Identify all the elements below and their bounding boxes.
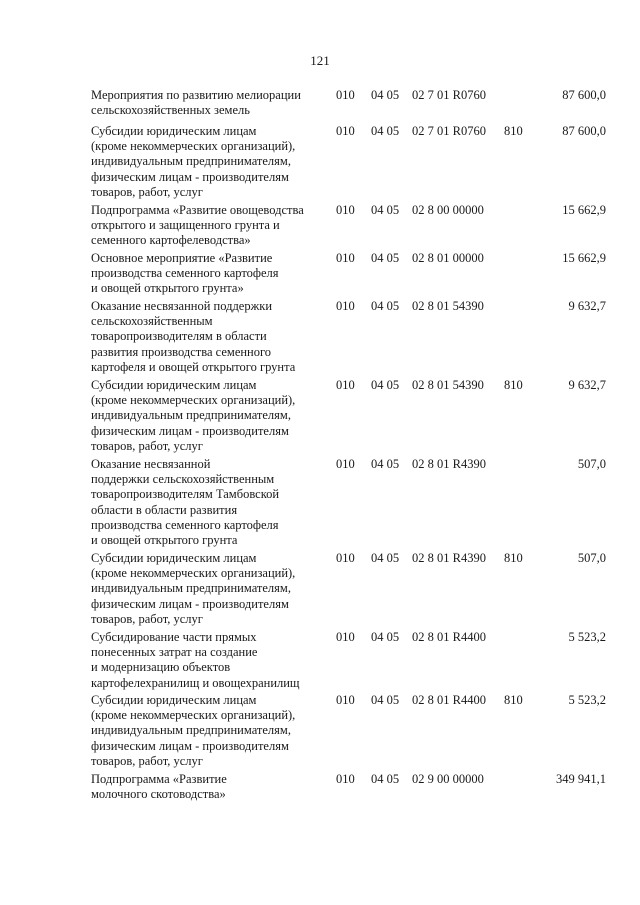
expense-name: Мероприятия по развитию мелиорации сельскохозяйственных земель — [91, 88, 301, 118]
program-code: 02 8 01 R4390 — [412, 551, 486, 565]
expense-name: Оказание несвязанной поддержки сельскохозяйственным товаропроизводителям в области развития производства семенного картофеля и овощей открытого грунта — [91, 299, 296, 374]
expense-name: Субсидии юридическим лицам (кроме некоммерческих организаций), индивидуальным предпринимателям, физическим лицам - производителям товаров, работ, услуг — [91, 378, 296, 453]
amount: 15 662,9 — [562, 203, 606, 217]
amount: 507,0 — [577, 457, 606, 471]
amount: 507,0 — [577, 551, 606, 565]
expense-name: Оказание несвязанной поддержки сельскохозяйственным товаропроизводителям Тамбовской области в области развития производства семенного картофеля и овощей открытого грунта — [91, 457, 280, 548]
ministry-code: 010 — [336, 299, 355, 313]
program-code: 02 8 01 00000 — [412, 251, 484, 265]
program-code: 02 8 01 R4390 — [412, 457, 486, 471]
expense-name: Субсидии юридическим лицам (кроме некоммерческих организаций), индивидуальным предпринимателям, физическим лицам - производителям товаров, работ, услуг — [91, 124, 296, 199]
ministry-code: 010 — [336, 378, 355, 392]
expense-type-code: 810 — [504, 551, 523, 565]
program-code: 02 8 01 R4400 — [412, 693, 486, 707]
expense-type-code: 810 — [504, 124, 523, 138]
expense-name: Подпрограмма «Развитие овощеводства открытого и защищенного грунта и семенного картофелеводства» — [91, 203, 304, 248]
amount: 5 523,2 — [568, 693, 606, 707]
ministry-code: 010 — [336, 693, 355, 707]
expense-type-code: 810 — [504, 378, 523, 392]
section-code: 04 05 — [371, 88, 400, 102]
ministry-code: 010 — [336, 551, 355, 565]
expense-type-code: 810 — [504, 693, 523, 707]
ministry-code: 010 — [336, 772, 355, 786]
ministry-code: 010 — [336, 457, 355, 471]
section-code: 04 05 — [371, 457, 400, 471]
expense-name: Основное мероприятие «Развитие производства семенного картофеля и овощей открытого грунта» — [91, 251, 279, 296]
page-number: 121 — [310, 53, 330, 68]
section-code: 04 05 — [371, 299, 400, 313]
program-code: 02 8 01 54390 — [412, 299, 484, 313]
program-code: 02 9 00 00000 — [412, 772, 484, 786]
amount: 87 600,0 — [562, 124, 606, 138]
section-code: 04 05 — [371, 251, 400, 265]
expense-name: Субсидирование части прямых понесенных затрат на создание и модернизацию объектов картофелехранилищ и овощехранилищ — [91, 630, 300, 690]
program-code: 02 8 00 00000 — [412, 203, 484, 217]
expense-name: Подпрограмма «Развитие молочного скотоводства» — [91, 772, 227, 802]
section-code: 04 05 — [371, 772, 400, 786]
amount: 9 632,7 — [568, 299, 606, 313]
section-code: 04 05 — [371, 551, 400, 565]
ministry-code: 010 — [336, 630, 355, 644]
section-code: 04 05 — [371, 693, 400, 707]
ministry-code: 010 — [336, 203, 355, 217]
section-code: 04 05 — [371, 124, 400, 138]
amount: 15 662,9 — [562, 251, 606, 265]
ministry-code: 010 — [336, 251, 355, 265]
amount: 5 523,2 — [568, 630, 606, 644]
program-code: 02 7 01 R0760 — [412, 88, 486, 102]
expense-name: Субсидии юридическим лицам (кроме некоммерческих организаций), индивидуальным предпринимателям, физическим лицам - производителям товаров, работ, услуг — [91, 693, 296, 768]
section-code: 04 05 — [371, 203, 400, 217]
section-code: 04 05 — [371, 378, 400, 392]
amount: 349 941,1 — [556, 772, 606, 786]
ministry-code: 010 — [336, 124, 355, 138]
expense-name: Субсидии юридическим лицам (кроме некоммерческих организаций), индивидуальным предпринимателям, физическим лицам - производителям товаров, работ, услуг — [91, 551, 296, 626]
program-code: 02 8 01 R4400 — [412, 630, 486, 644]
ministry-code: 010 — [336, 88, 355, 102]
amount: 9 632,7 — [568, 378, 606, 392]
program-code: 02 7 01 R0760 — [412, 124, 486, 138]
amount: 87 600,0 — [562, 88, 606, 102]
section-code: 04 05 — [371, 630, 400, 644]
program-code: 02 8 01 54390 — [412, 378, 484, 392]
